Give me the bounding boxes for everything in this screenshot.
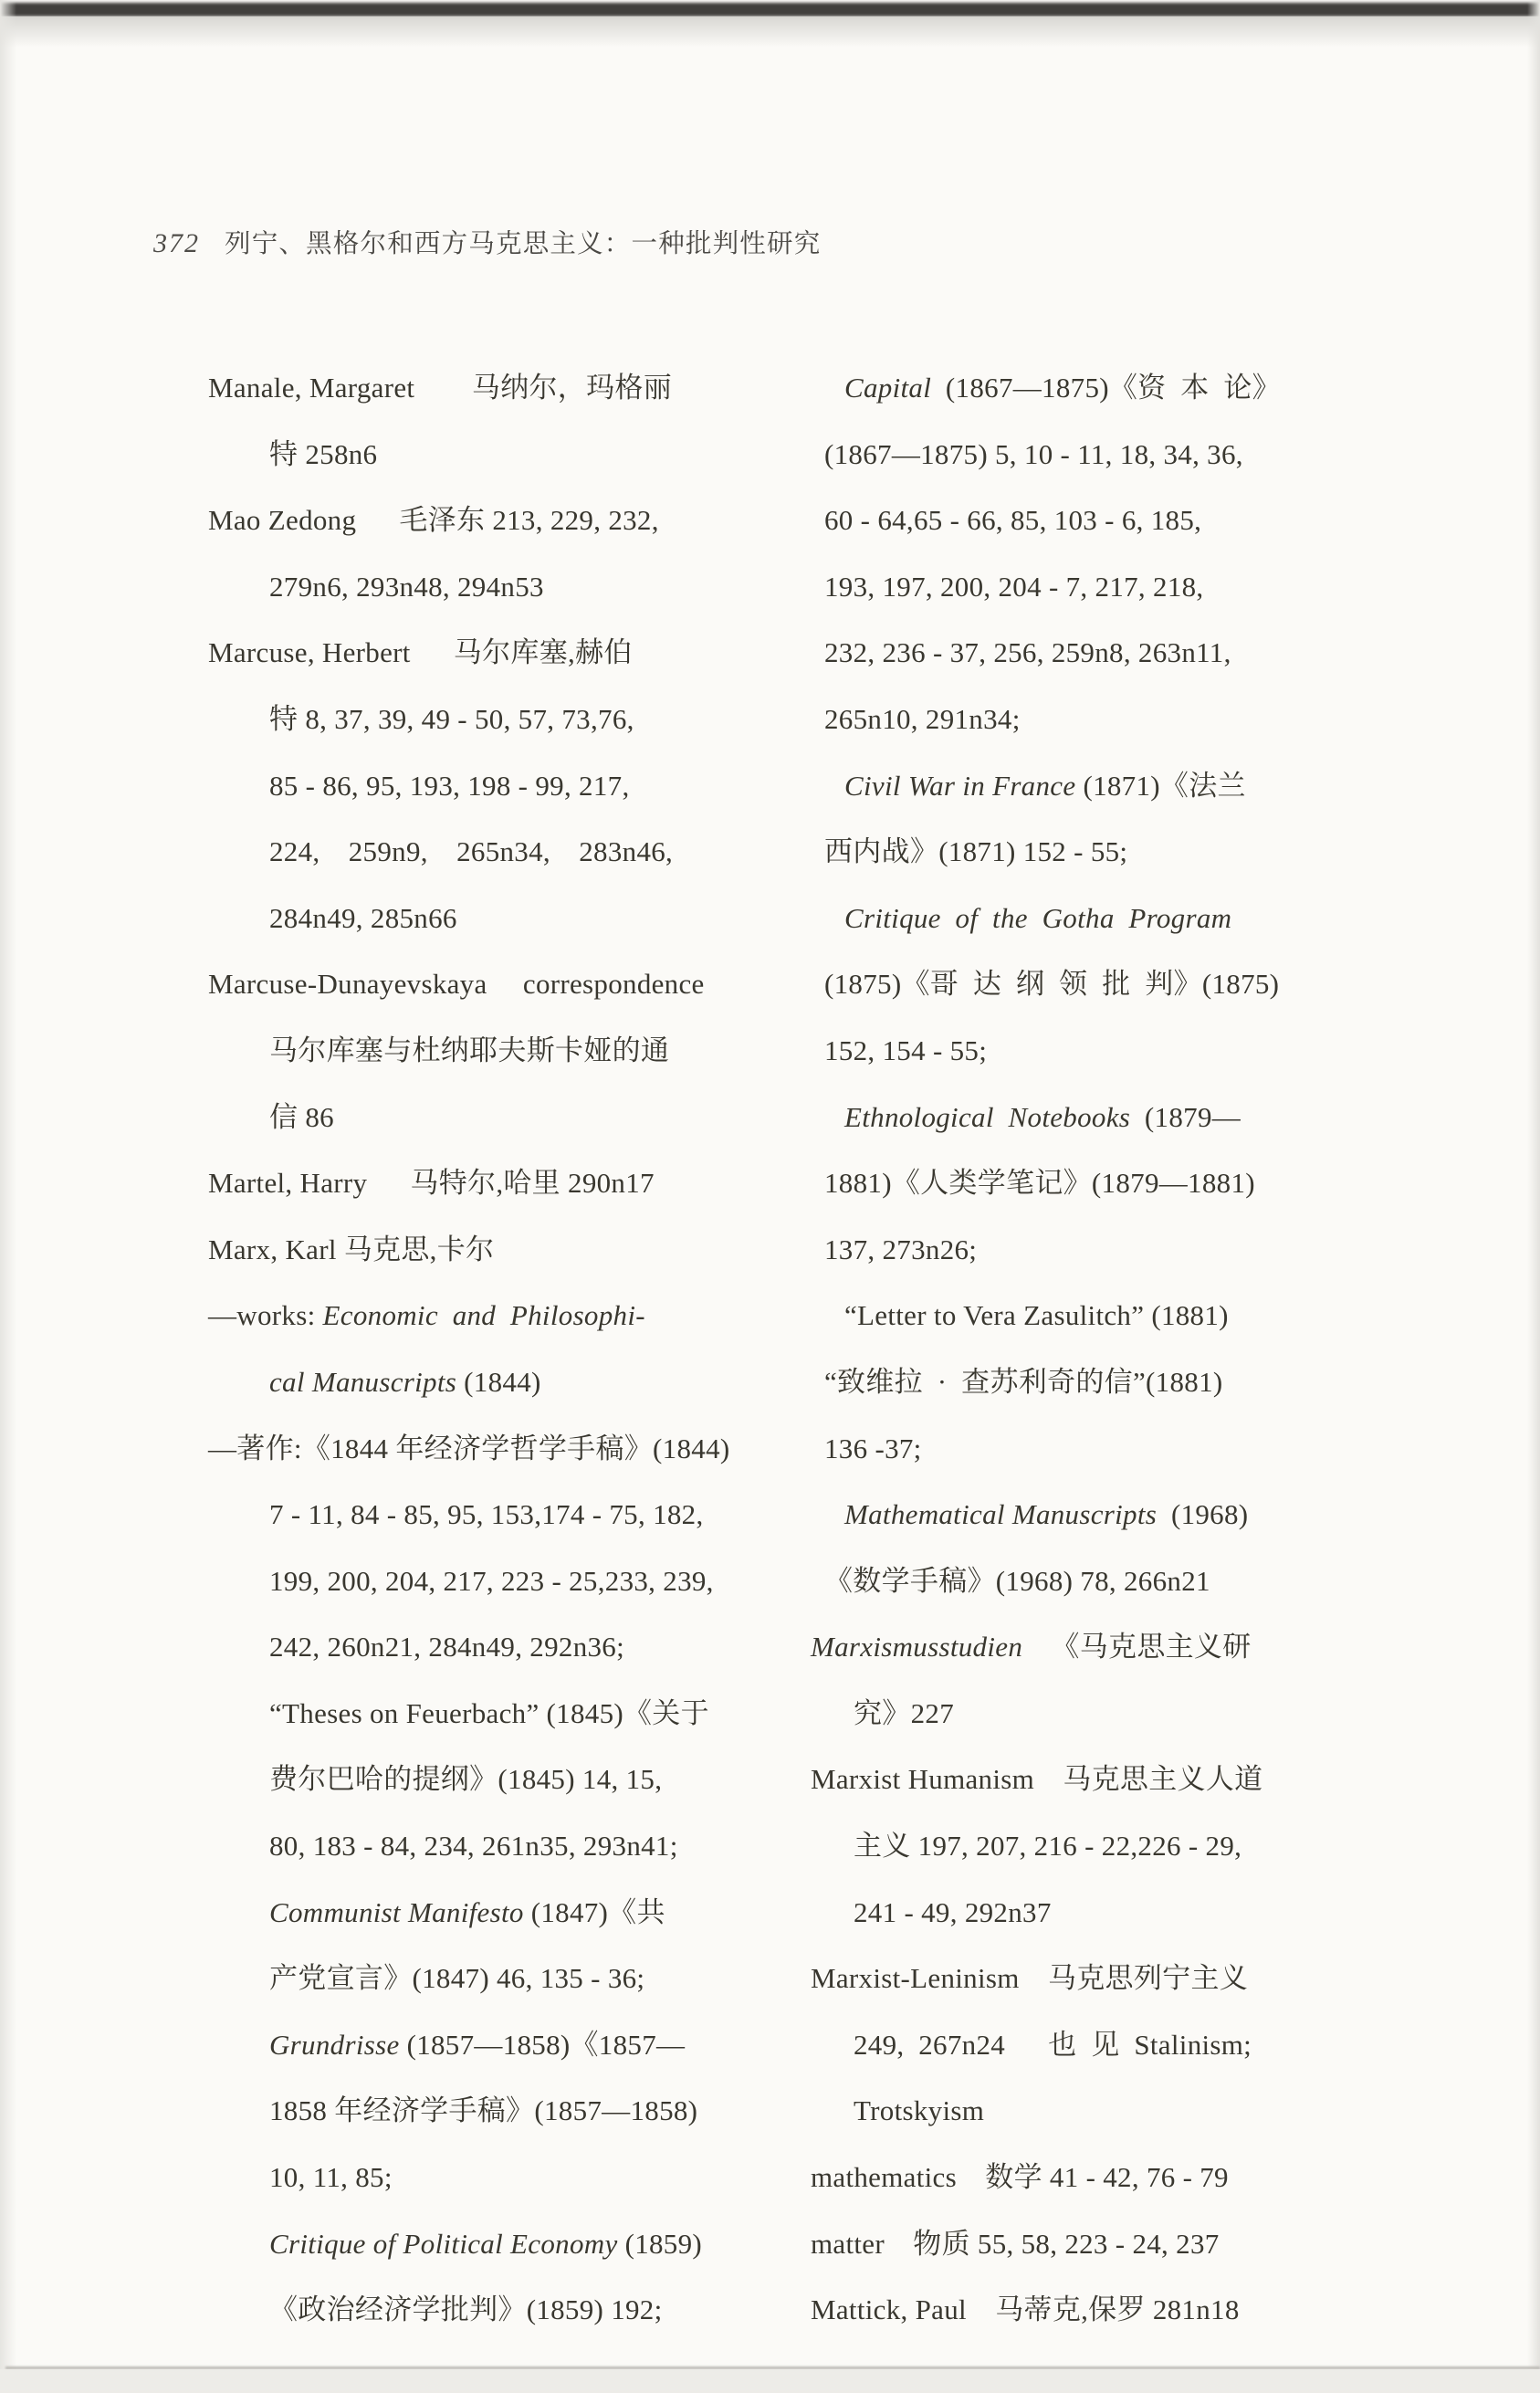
index-text: (1871)《法兰 <box>1075 769 1246 802</box>
page-title: 列宁、黑格尔和西方马克思主义：一种批判性研究 <box>225 229 822 258</box>
index-text: 1858 年经济学手稿》(1857—1858) <box>269 2094 698 2127</box>
index-line <box>811 1681 1395 1748</box>
index-text: —works: <box>208 1299 323 1332</box>
index-text: 241 - 49, 292n37 <box>854 1895 1052 1928</box>
index-text: Mao Zedong 毛泽东 213, 229, 232, <box>208 504 659 537</box>
index-text: 136 -37; <box>824 1432 922 1464</box>
index-line <box>208 620 779 687</box>
index-line <box>208 554 779 621</box>
index-line <box>208 687 779 753</box>
index-text: —著作:《1844 年经济学哲学手稿》(1844) <box>208 1432 730 1464</box>
index-text: (1847)《共 <box>523 1895 665 1928</box>
scan-top-shadow <box>0 16 1540 47</box>
index-text: 199, 200, 204, 217, 223 - 25,233, 239, <box>269 1564 714 1597</box>
index-line <box>811 886 1395 952</box>
index-line <box>811 2012 1395 2079</box>
index-text: 137, 273n26; <box>824 1233 978 1265</box>
index-text: 究》227 <box>854 1696 954 1729</box>
index-text: 10, 11, 85; <box>269 2161 393 2194</box>
scan-left-edge <box>0 0 16 2393</box>
index-text: “Letter to Vera Zasulitch” (1881) <box>844 1299 1229 1332</box>
index-text: 284n49, 285n66 <box>269 901 457 934</box>
index-line <box>208 2078 779 2145</box>
index-text: 193, 197, 200, 204 - 7, 217, 218, <box>824 570 1204 603</box>
index-line <box>811 1416 1395 1483</box>
index-line <box>811 1946 1395 2012</box>
index-text: (1879— <box>1130 1100 1241 1133</box>
index-line <box>208 886 779 952</box>
index-line <box>208 355 779 422</box>
index-line <box>208 1150 779 1217</box>
scan-bottom-margin <box>0 2369 1540 2393</box>
index-line <box>208 2145 779 2211</box>
index-line <box>208 2012 779 2079</box>
index-line <box>208 1946 779 2012</box>
index-line <box>811 554 1395 621</box>
index-text: 西内战》(1871) 152 - 55; <box>824 835 1128 868</box>
index-line <box>811 951 1395 1018</box>
index-line <box>208 1416 779 1483</box>
work-title: Ethnological Notebooks <box>844 1100 1131 1133</box>
index-text: Martel, Harry 马特尔,哈里 290n17 <box>208 1167 655 1200</box>
index-line <box>208 1085 779 1151</box>
index-text: 产党宣言》(1847) 46, 135 - 36; <box>269 1962 645 1995</box>
index-text: (1968) <box>1157 1498 1249 1531</box>
index-line <box>811 2277 1395 2344</box>
index-text: 特 258n6 <box>269 437 378 470</box>
index-line <box>811 488 1395 554</box>
index-line <box>811 1018 1395 1085</box>
index-text: (1867—1875) 5, 10 - 11, 18, 34, 36, <box>824 437 1243 470</box>
scan-right-edge <box>1527 0 1540 2393</box>
index-line <box>208 1349 779 1416</box>
work-title: cal Manuscripts <box>269 1365 457 1398</box>
index-line <box>811 1747 1395 1813</box>
work-title: Critique of Political Economy <box>269 2227 618 2260</box>
work-title: Grundrisse <box>269 2028 400 2061</box>
index-text: (1859) <box>617 2227 703 2260</box>
work-title: Mathematical Manuscripts <box>844 1498 1158 1531</box>
index-line <box>811 819 1395 886</box>
index-text: matter 物质 55, 58, 223 - 24, 237 <box>811 2227 1220 2260</box>
index-line <box>208 1217 779 1284</box>
index-text: 152, 154 - 55; <box>824 1034 988 1066</box>
index-text: 85 - 86, 95, 193, 198 - 99, 217, <box>269 769 630 802</box>
index-line <box>208 1880 779 1947</box>
index-line <box>811 1880 1395 1947</box>
index-line <box>811 355 1395 422</box>
index-text: 279n6, 293n48, 294n53 <box>269 570 544 603</box>
index-text: (1857—1858)《1857— <box>399 2028 686 2061</box>
index-text: 242, 260n21, 284n49, 292n36; <box>269 1631 625 1664</box>
index-line <box>811 620 1395 687</box>
index-line <box>208 1747 779 1813</box>
index-text: (1867—1875)《资 本 论》 <box>931 372 1281 404</box>
index-line <box>208 2277 779 2344</box>
index-text: 1881)《人类学笔记》(1879—1881) <box>824 1167 1255 1200</box>
index-text: Marcuse, Herbert 马尔库塞,赫伯 <box>208 636 633 669</box>
index-text: 信 86 <box>269 1100 334 1133</box>
index-line <box>811 1548 1395 1615</box>
index-line <box>208 1283 779 1349</box>
index-line <box>811 2145 1395 2211</box>
index-text: Marcuse-Dunayevskaya correspondence <box>208 968 705 1001</box>
index-line <box>811 1614 1395 1681</box>
index-text: 《马克思主义研 <box>1022 1631 1252 1664</box>
index-line <box>208 1813 779 1880</box>
index-text: 265n10, 291n34; <box>824 702 1021 735</box>
index-line <box>208 1482 779 1548</box>
index-line <box>811 1349 1395 1416</box>
index-text: 80, 183 - 84, 234, 261n35, 293n41; <box>269 1830 678 1863</box>
running-head <box>139 206 821 277</box>
index-text: 232, 236 - 37, 256, 259n8, 263n11, <box>824 636 1231 669</box>
index-text: “Theses on Feuerbach” (1845)《关于 <box>269 1696 709 1729</box>
index-line <box>811 1813 1395 1880</box>
work-title: Civil War in France <box>844 769 1076 802</box>
index-text: Marxist Humanism 马克思主义人道 <box>811 1763 1263 1796</box>
index-text: 224, 259n9, 265n34, 283n46, <box>269 835 674 868</box>
work-title: Critique of the Gotha Program <box>844 901 1232 934</box>
index-line <box>208 819 779 886</box>
index-line <box>208 1614 779 1681</box>
index-line <box>811 1283 1395 1349</box>
index-text: 主义 197, 207, 216 - 22,226 - 29, <box>854 1830 1242 1863</box>
index-line <box>811 1482 1395 1548</box>
index-line <box>811 753 1395 820</box>
index-text: 60 - 64,65 - 66, 85, 103 - 6, 185, <box>824 504 1202 537</box>
index-text: 《数学手稿》(1968) 78, 266n21 <box>824 1564 1210 1597</box>
index-text: Marx, Karl 马克思,卡尔 <box>208 1233 495 1265</box>
index-text: 7 - 11, 84 - 85, 95, 153,174 - 75, 182, <box>269 1498 704 1531</box>
work-title: Communist Manifesto <box>269 1895 524 1928</box>
index-text: 249, 267n24 也 见 Stalinism; <box>854 2028 1252 2061</box>
page-number: 372 <box>153 228 200 258</box>
index-line <box>811 422 1395 488</box>
index-text: 马尔库塞与杜纳耶夫斯卡娅的通 <box>269 1034 670 1066</box>
index-line <box>811 1085 1395 1151</box>
scan-top-edge <box>0 3 1540 16</box>
index-line <box>811 1150 1395 1217</box>
index-line <box>208 488 779 554</box>
index-text: Marxist-Leninism 马克思列宁主义 <box>811 1962 1249 1995</box>
index-text: “致维拉 · 查苏利奇的信”(1881) <box>824 1365 1223 1398</box>
index-line <box>811 1217 1395 1284</box>
index-line <box>811 2211 1395 2278</box>
index-text: 特 8, 37, 39, 49 - 50, 57, 73,76, <box>269 702 634 735</box>
index-line <box>208 422 779 488</box>
index-line <box>208 753 779 820</box>
work-title: Capital <box>844 372 932 404</box>
index-text: Trotskyism <box>854 2094 985 2127</box>
index-text: 《政治经济学批判》(1859) 192; <box>269 2293 663 2326</box>
index-line <box>208 1548 779 1615</box>
index-text: mathematics 数学 41 - 42, 76 - 79 <box>811 2161 1229 2194</box>
index-text: (1875)《哥 达 纲 领 批 判》(1875) <box>824 968 1280 1001</box>
index-text: Mattick, Paul 马蒂克,保罗 281n18 <box>811 2293 1240 2326</box>
index-column-left <box>208 355 779 2344</box>
index-line <box>811 2078 1395 2145</box>
index-line <box>208 951 779 1018</box>
index-line <box>208 2211 779 2278</box>
index-column-right <box>811 355 1395 2344</box>
work-title: Economic and Philosophi- <box>322 1299 645 1332</box>
index-line <box>208 1681 779 1748</box>
index-text: Manale, Margaret 马纳尔，玛格丽 <box>208 372 672 404</box>
index-text: 费尔巴哈的提纲》(1845) 14, 15, <box>269 1763 663 1796</box>
index-line <box>208 1018 779 1085</box>
index-text: (1844) <box>456 1365 541 1398</box>
index-line <box>811 687 1395 753</box>
work-title: Marxismusstudien <box>811 1631 1023 1664</box>
